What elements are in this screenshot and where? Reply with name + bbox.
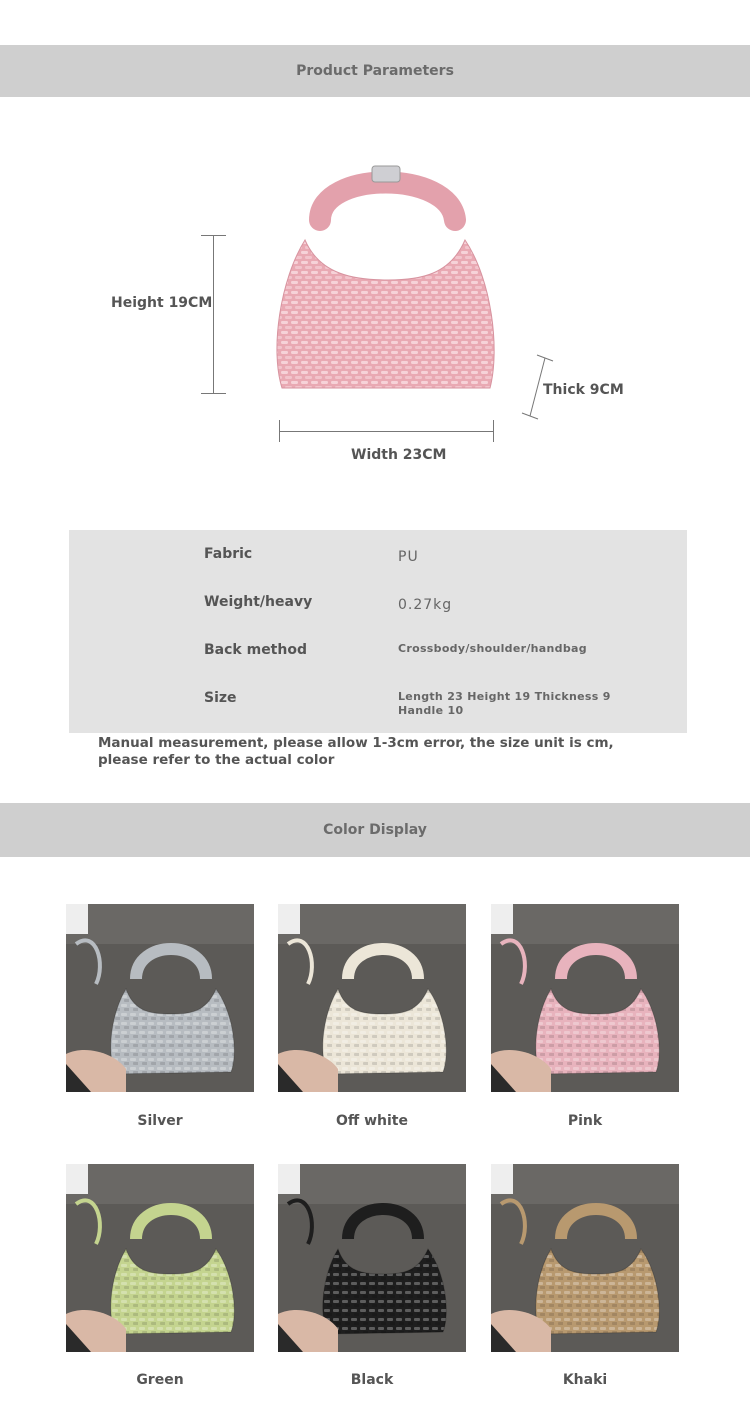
color-swatch-image: [278, 904, 466, 1092]
color-swatch-image: [66, 1164, 254, 1352]
param-row-back-method: [69, 642, 687, 682]
param-label: Fabric: [204, 546, 253, 562]
height-dimension-label: Height 19CM: [111, 295, 213, 311]
hero-bag-image: [260, 160, 510, 400]
height-dimension-cap-top: [201, 235, 226, 236]
color-swatch-image: [278, 1164, 466, 1352]
height-dimension-line: [213, 235, 214, 393]
colors-section-header: [0, 803, 750, 857]
param-label: Back method: [204, 642, 307, 658]
width-dimension-line: [279, 431, 494, 432]
color-swatch-image: [491, 904, 679, 1092]
color-swatch-label: Silver: [137, 1113, 183, 1129]
parameters-section-title: Product Parameters: [296, 63, 454, 79]
param-row-size: [69, 690, 687, 730]
param-value: PU: [398, 549, 419, 565]
colors-section-title: Color Display: [323, 822, 427, 838]
width-dimension-label: Width 23CM: [351, 447, 447, 463]
param-value: Length 23 Height 19 Thickness 9 Handle 10: [398, 690, 611, 717]
color-swatch-label: Green: [136, 1372, 184, 1388]
parameters-section-header: [0, 45, 750, 97]
color-swatch-label: Off white: [335, 1113, 408, 1129]
color-swatch-image: [491, 1164, 679, 1352]
param-row-fabric: [69, 546, 687, 586]
color-swatch-label: Khaki: [562, 1372, 608, 1388]
thick-dimension-label: Thick 9CM: [543, 382, 624, 398]
param-label: Size: [204, 690, 237, 706]
param-label: Weight/heavy: [204, 594, 313, 610]
width-dimension-cap-right: [493, 420, 494, 442]
param-value: 0.27kg: [398, 597, 453, 613]
height-dimension-cap-bottom: [201, 393, 226, 394]
measurement-note: Manual measurement, please allow 1-3cm error, the size unit is cm, please refer to the actual color: [98, 735, 614, 768]
width-dimension-cap-left: [279, 420, 280, 442]
color-swatch-image: [66, 904, 254, 1092]
color-swatch-label: Black: [350, 1372, 394, 1388]
param-row-weight: [69, 594, 687, 634]
parameters-table: [69, 530, 687, 733]
color-swatch-label: Pink: [567, 1113, 603, 1129]
param-value: Crossbody/shoulder/handbag: [398, 642, 587, 655]
